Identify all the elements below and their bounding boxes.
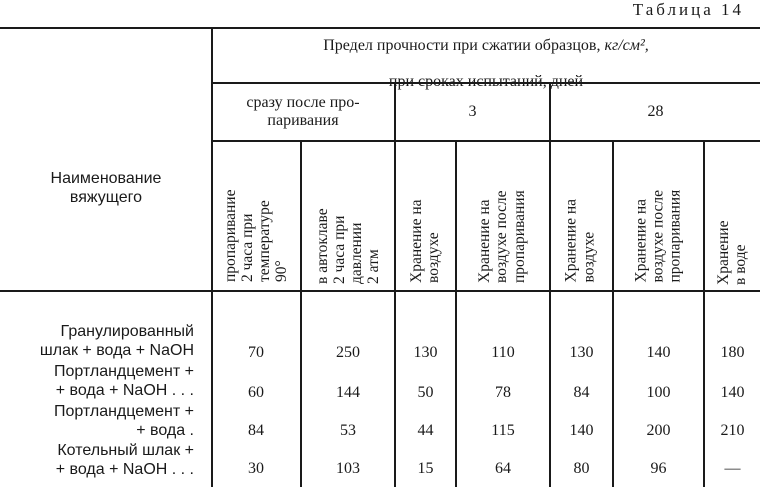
row-binder-name: Портландцемент + + вода .	[53, 403, 194, 439]
table-cell: 64	[495, 460, 511, 477]
main-header-prefix: Предел прочности при сжатии образцов,	[323, 36, 605, 54]
column-header-3d-air: Хранение на воздухе	[407, 199, 442, 283]
table-cell: 60	[248, 384, 264, 401]
table-cell: 250	[336, 344, 360, 361]
table-cell: 110	[491, 344, 515, 361]
table-cell: 140	[646, 344, 671, 361]
table-cell: 15	[417, 460, 434, 477]
table-cell: 115	[491, 422, 515, 439]
row-binder-name: Гранулированный шлак + вода + NaOH	[39, 323, 194, 359]
table-cell: 70	[248, 344, 264, 361]
group-header-3-days: 3	[468, 102, 477, 120]
table-title: Таблица 14	[632, 0, 744, 19]
table-cell: 53	[340, 422, 356, 439]
table-cell: 200	[646, 422, 671, 439]
column-header-28d-air: Хранение на воздухе	[562, 198, 597, 283]
table-cell: 84	[573, 384, 590, 401]
table-cell: 130	[569, 344, 594, 361]
table-cell: 80	[573, 460, 590, 477]
column-header-autoclave: в автоклаве 2 часа при давлении 2 атм	[313, 208, 383, 284]
table-cell: 30	[248, 460, 264, 477]
table-cell: 210	[720, 422, 745, 439]
group-header-steaming: сразу после про- паривания	[246, 93, 360, 129]
row-binder-name: Портландцемент + + вода + NaOH . . .	[53, 363, 194, 399]
table-cell: 180	[720, 344, 745, 361]
table-cell: 140	[569, 422, 594, 439]
group-header-28-days: 28	[647, 102, 664, 120]
main-header	[212, 30, 760, 91]
table-cell: 84	[248, 422, 264, 439]
table-cell: 50	[417, 384, 434, 401]
table-cell: 103	[336, 460, 360, 477]
table-cell: 44	[417, 422, 434, 439]
column-header-28d-air-after-steam: Хранение на воздухе после пропаривания	[632, 189, 684, 283]
row-binder-name: Котельный шлак + + вода + NaOH . . .	[55, 442, 194, 478]
row-label-header: Наименование вяжущего	[50, 170, 162, 206]
table-cell: 78	[495, 384, 511, 401]
table-cell: —	[724, 460, 741, 477]
table-cell: 100	[646, 384, 671, 401]
table-cell: 140	[720, 384, 745, 401]
column-header-3d-air-after-steam: Хранение на воздухе после пропаривания	[476, 190, 528, 283]
table-cell: 144	[336, 384, 360, 401]
main-header-unit: кг/см²,	[604, 36, 649, 54]
table-cell: 96	[650, 460, 667, 477]
main-header-suffix: при сроках испытаний, дней	[388, 73, 584, 91]
table-cell: 130	[413, 344, 438, 361]
column-header-28d-water: Хранение в воде	[714, 220, 749, 285]
column-header-steamed-90: пропаривание 2 часа при температуре 90°	[221, 189, 291, 282]
